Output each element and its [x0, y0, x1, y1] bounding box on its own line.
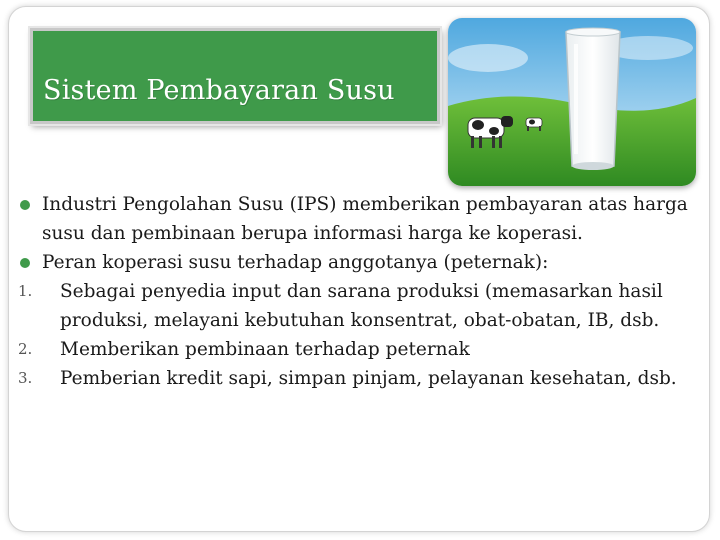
bullet-dot-icon: [20, 258, 30, 268]
bullet-line: Industri Pengolahan Susu (IPS) memberikan pembayaran atas harga: [42, 194, 688, 215]
title-banner: [30, 28, 440, 124]
numbered-line: produksi, melayani kebutuhan konsentrat, obat-obatan, IB, dsb.: [60, 310, 660, 331]
bullet-line: susu dan pembinaan berupa informasi harga ke koperasi.: [42, 223, 583, 244]
numbered-item: [18, 277, 718, 335]
bullet-item: [18, 190, 718, 248]
numbered-item: [18, 364, 718, 393]
milk-glass-photo: [448, 18, 696, 186]
numbered-line: Memberikan pembinaan terhadap peternak: [60, 339, 470, 360]
item-number: 3.: [18, 369, 33, 387]
numbered-line: Pemberian kredit sapi, simpan pinjam, pelayanan kesehatan, dsb.: [60, 368, 677, 389]
bullet-item: [18, 248, 718, 277]
numbered-line: Sebagai penyedia input dan sarana produksi (memasarkan hasil: [60, 281, 663, 302]
item-number: 1.: [18, 282, 33, 300]
slide-title: Sistem Pembayaran Susu: [43, 75, 395, 106]
bullet-dot-icon: [20, 200, 30, 210]
milk-pasture-image: [448, 18, 696, 186]
item-number: 2.: [18, 340, 33, 358]
bullet-line: Peran koperasi susu terhadap anggotanya (peternak):: [42, 252, 549, 273]
slide-body: [18, 190, 718, 393]
numbered-item: [18, 335, 718, 364]
milk-glass-icon: [566, 28, 620, 170]
